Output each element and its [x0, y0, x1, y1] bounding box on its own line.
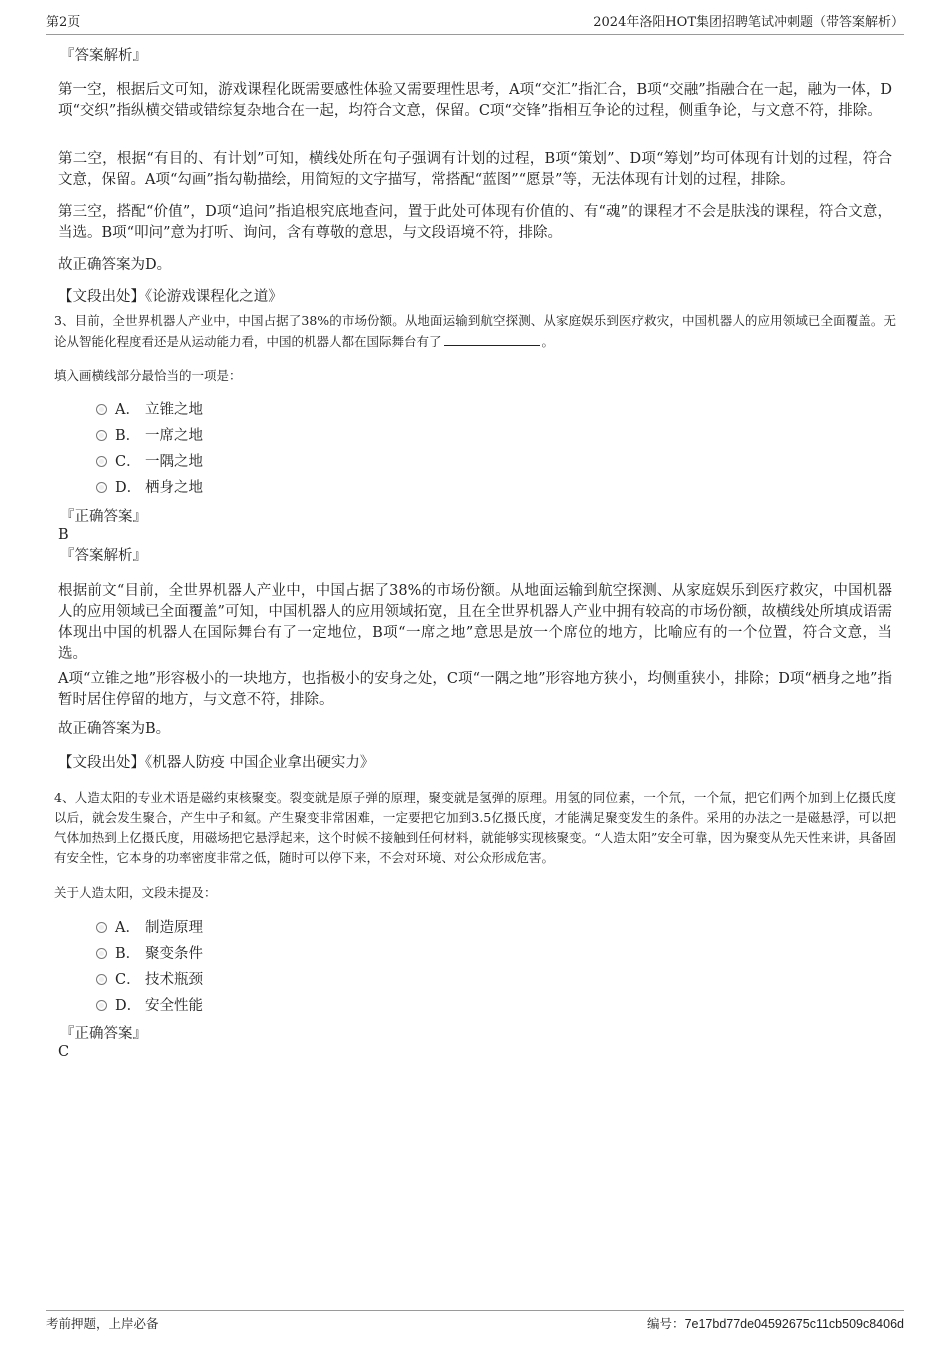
analysis-paragraph: 第三空，搭配“价值”，D项“追问”指追根究底地查问，置于此处可体现有价值的、有“魂”的课程才不会是肤浅的课程，符合文意，当选。B项“叩问”意为打听、询问，含有尊敬的意思，与文段语境不符，排除。 — [58, 204, 892, 241]
option-d[interactable] — [96, 478, 203, 498]
question-stem — [54, 311, 896, 352]
option-text: 栖身之地 — [145, 480, 203, 496]
correct-answer-heading: 『正确答案』 — [60, 509, 147, 525]
option-d[interactable] — [96, 996, 203, 1016]
analysis-paragraph: 第一空，根据后文可知，游戏课程化既需要感性体验又需要理性思考，A项“交汇”指汇合，B项“交融”指融合在一起，融为一体，D项“交织”指纵横交错或错综复杂地合在一起，均符合文意，保留。C项“交锋”指相互争论的过程，侧重争论，与文意不符，排除。 — [58, 82, 892, 119]
correct-answer: B — [58, 527, 69, 543]
radio-icon[interactable] — [96, 948, 107, 959]
analysis-paragraph: 第二空，根据“有目的、有计划”可知，横线处所在句子强调有计划的过程，B项“策划”、D项“筹划”均可体现有计划的过程，符合文意，保留。A项“勾画”指勾勒描绘，用简短的文字描写，常搭配“蓝图”“愿景”等，无法体现有计划的过程，排除。 — [58, 151, 892, 188]
option-text: 一席之地 — [145, 428, 203, 444]
document-title: 2024年洛阳HOT集团招聘笔试冲刺题（带答案解析） — [593, 15, 904, 30]
answer-analysis-heading: 『答案解析』 — [60, 48, 147, 64]
option-text: 技术瓶颈 — [145, 972, 203, 988]
analysis-paragraph: 根据前文“目前，全世界机器人产业中，中国占据了38%的市场份额。从地面运输到航空探测、从家庭娱乐到医疗救灾，中国机器人的应用领域已全面覆盖”可知，中国机器人的应用领域拓宽，且在全世界机器人产业中拥有较高的市场份额，故横线处所填成语需体现出中国的机器人在国际舞台有了一定地位，B项“一席之地”意思是放一个席位的地方，比喻应有的一个位置，符合文意，当选。 — [58, 583, 892, 662]
radio-icon[interactable] — [96, 430, 107, 441]
radio-icon[interactable] — [96, 974, 107, 985]
document-code — [647, 1314, 904, 1334]
question-stem-text: 3、目前，全世界机器人产业中，中国占据了38%的市场份额。从地面运输到航空探测、从家庭娱乐到医疗救灾，中国机器人的应用领域已全面覆盖。无论从智能化程度看还是从运动能力看，中国的机器人都在国际舞台有了 — [54, 313, 896, 349]
option-c[interactable] — [96, 970, 203, 990]
analysis-conclusion: 故正确答案为D。 — [58, 257, 172, 273]
option-c[interactable] — [96, 452, 203, 472]
page-number: 第2页 — [46, 15, 81, 30]
option-letter: C． — [115, 972, 141, 988]
option-b[interactable] — [96, 426, 203, 446]
source-title: 《机器人防疫 中国企业拿出硬实力》 — [145, 755, 375, 771]
option-letter: B． — [115, 946, 141, 962]
question-stem: 4、人造太阳的专业术语是磁约束核聚变。裂变就是原子弹的原理，聚变就是氢弹的原理。用氢的同位素，一个氘，一个氚，把它们两个加到上亿摄氏度以后，就会发生聚合，产生中子和氦。产生聚变非常困难，一定要把它加到3.5亿摄氏度，才能满足聚变发生的条件。采用的办法之一是磁悬浮，可以把气体加热到上亿摄氏度，用磁场把它悬浮起来，这个时候不接触到任何材料，就能够实现核聚变。“人造太阳”安全可靠，因为聚变从先天性来讲，具备固有安全性，它本身的功率密度非常之低，随时可以停下来，不会对环境、对公众形成危害。 — [54, 790, 896, 865]
option-letter: A． — [115, 402, 140, 418]
analysis-paragraph: A项“立锥之地”形容极小的一块地方，也指极小的安身之处，C项“一隅之地”形容地方狭小，均侧重狭小，排除；D项“栖身之地”指暂时居住停留的地方，与文意不符，排除。 — [58, 671, 892, 708]
radio-icon[interactable] — [96, 456, 107, 467]
option-text: 安全性能 — [145, 998, 203, 1014]
question-prompt: 填入画横线部分最恰当的一项是： — [54, 368, 242, 383]
option-a[interactable] — [96, 918, 203, 938]
option-letter: C． — [115, 454, 141, 470]
option-a[interactable] — [96, 400, 203, 420]
analysis-conclusion: 故正确答案为B。 — [58, 721, 171, 737]
option-letter: B． — [115, 428, 141, 444]
passage-source — [58, 287, 283, 308]
radio-icon[interactable] — [96, 1000, 107, 1011]
question-stem-end: 。 — [541, 334, 555, 349]
option-letter: D． — [115, 480, 142, 496]
page-footer — [46, 1310, 904, 1335]
source-label: 【文段出处】 — [58, 755, 145, 771]
correct-answer-heading: 『正确答案』 — [60, 1026, 147, 1042]
radio-icon[interactable] — [96, 404, 107, 415]
answer-analysis-heading: 『答案解析』 — [60, 548, 147, 564]
page-header — [46, 14, 904, 35]
option-text: 一隅之地 — [145, 454, 203, 470]
code-value: 7e17bd77de04592675c11cb509c8406d — [684, 1317, 904, 1331]
radio-icon[interactable] — [96, 922, 107, 933]
correct-answer: C — [58, 1044, 70, 1060]
footer-slogan: 考前押题，上岸必备 — [46, 1316, 159, 1331]
option-text: 立锥之地 — [145, 402, 203, 418]
question-prompt: 关于人造太阳，文段未提及： — [54, 885, 217, 900]
option-letter: D． — [115, 998, 142, 1014]
option-b[interactable] — [96, 944, 203, 964]
option-text: 制造原理 — [145, 920, 203, 936]
source-label: 【文段出处】 — [58, 289, 145, 305]
source-title: 《论游戏课程化之道》 — [145, 289, 283, 305]
fill-in-blank — [444, 331, 540, 346]
radio-icon[interactable] — [96, 482, 107, 493]
option-text: 聚变条件 — [145, 946, 203, 962]
option-letter: A． — [115, 920, 140, 936]
code-label: 编号： — [647, 1316, 685, 1331]
passage-source — [58, 753, 374, 774]
